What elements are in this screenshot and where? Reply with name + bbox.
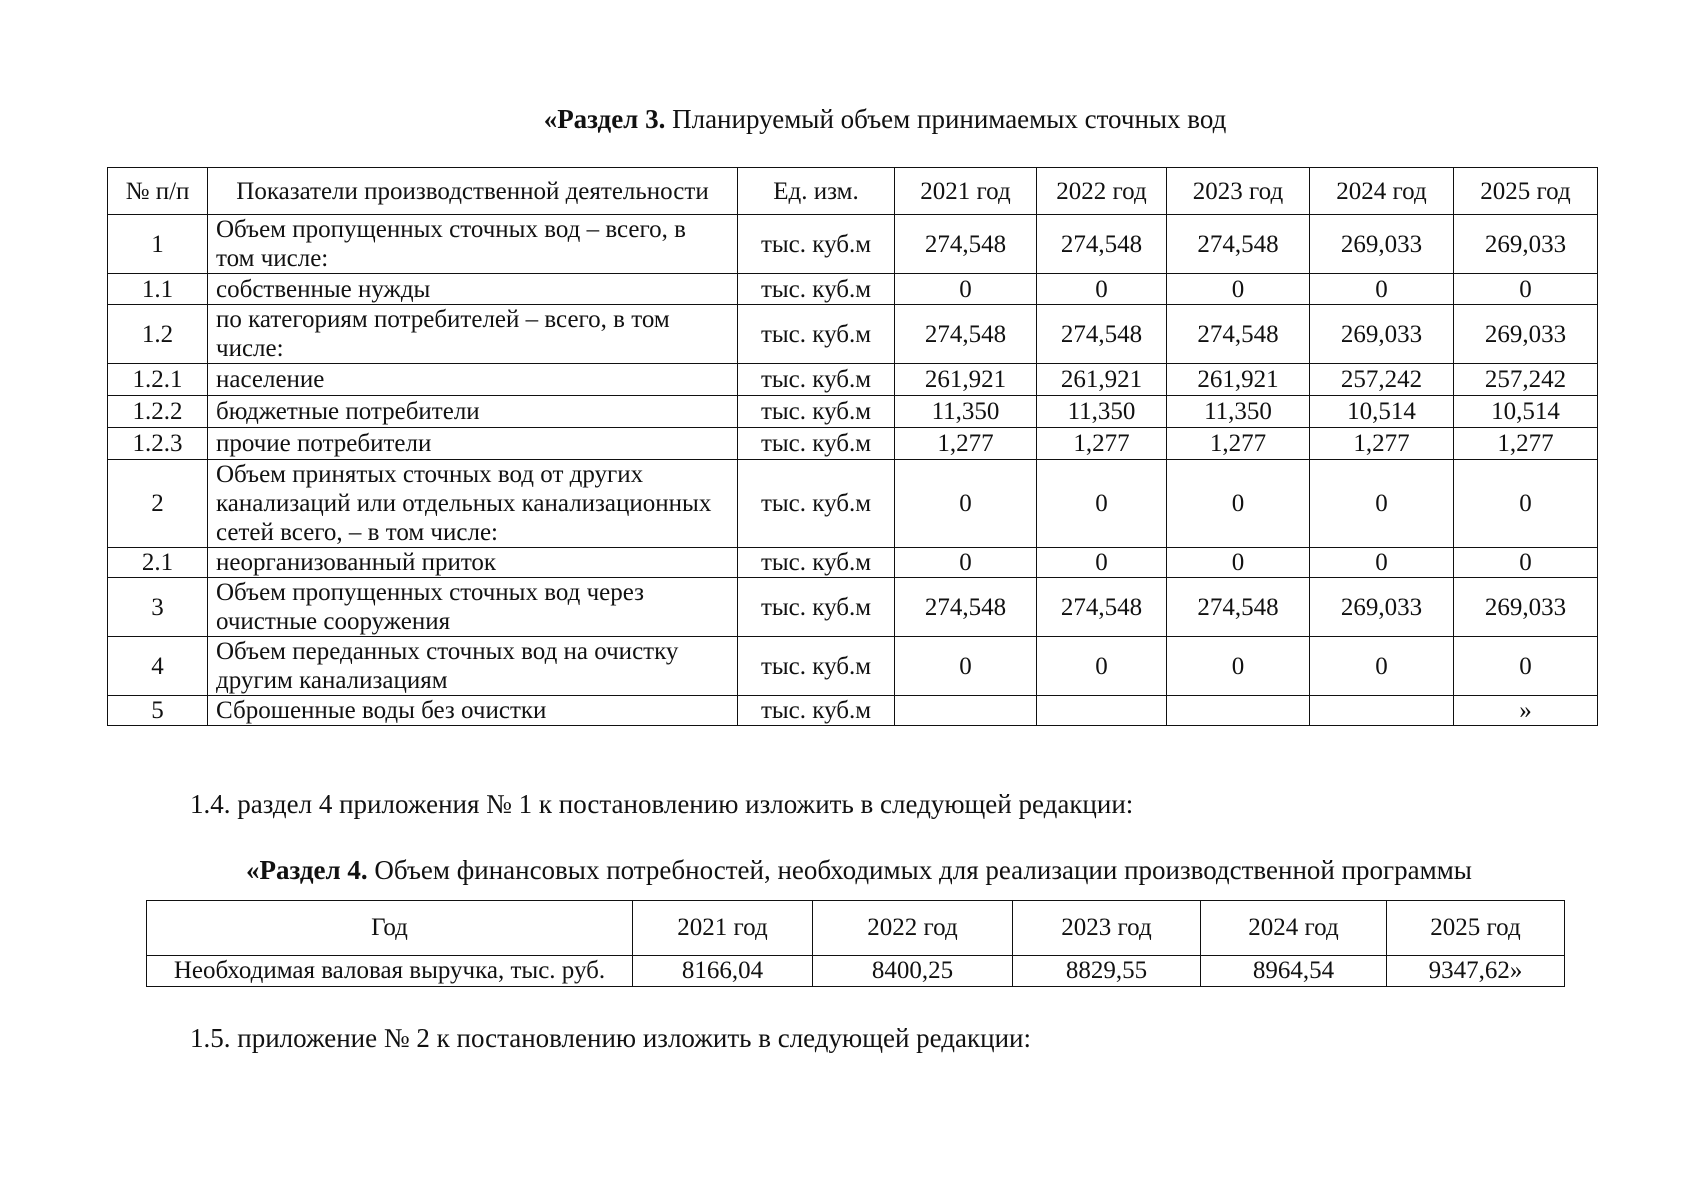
header-cell: Ед. изм. xyxy=(738,168,895,215)
value-cell: 11,350 xyxy=(895,396,1037,428)
value-cell: 274,548 xyxy=(895,578,1037,637)
header-cell: 2022 год xyxy=(1037,168,1167,215)
header-cell: Год xyxy=(147,901,633,956)
table-row xyxy=(147,956,1565,987)
indicator-name: неорганизованный приток xyxy=(208,548,738,578)
indicator-name: прочие потребители xyxy=(208,428,738,460)
value-cell: 1,277 xyxy=(1037,428,1167,460)
header-cell: 2024 год xyxy=(1201,901,1387,956)
table-row xyxy=(108,428,1598,460)
value-cell: 0 xyxy=(1037,274,1167,305)
row-number: 2.1 xyxy=(108,548,208,578)
row-number: 1 xyxy=(108,215,208,274)
value-cell: 0 xyxy=(1167,274,1310,305)
table-row xyxy=(108,460,1598,548)
value-cell: 274,548 xyxy=(895,305,1037,364)
section4-title-text: Объем финансовых потребностей, необходимых для реализации производственной программы xyxy=(367,855,1472,885)
value-cell: 11,350 xyxy=(1037,396,1167,428)
row-number: 1.1 xyxy=(108,274,208,305)
value-cell: 0 xyxy=(1037,548,1167,578)
value-cell: 257,242 xyxy=(1310,364,1454,396)
value-cell: 274,548 xyxy=(1037,578,1167,637)
value-cell: 274,548 xyxy=(1037,215,1167,274)
unit-cell: тыс. куб.м xyxy=(738,578,895,637)
row-number: 2 xyxy=(108,460,208,548)
header-cell: 2025 год xyxy=(1387,901,1565,956)
header-cell: № п/п xyxy=(108,168,208,215)
unit-cell: тыс. куб.м xyxy=(738,428,895,460)
header-cell: 2023 год xyxy=(1167,168,1310,215)
table-row xyxy=(108,578,1598,637)
header-cell: 2021 год xyxy=(633,901,813,956)
value-cell: 269,033 xyxy=(1454,215,1598,274)
value-cell: 1,277 xyxy=(895,428,1037,460)
indicator-name: население xyxy=(208,364,738,396)
table-row xyxy=(108,637,1598,696)
value-cell: 0 xyxy=(1454,274,1598,305)
value-cell: 10,514 xyxy=(1454,396,1598,428)
value-cell: 0 xyxy=(1310,274,1454,305)
value-cell: 1,277 xyxy=(1310,428,1454,460)
value-cell: 8166,04 xyxy=(633,956,813,987)
section3-table xyxy=(107,167,1598,726)
value-cell: 0 xyxy=(1037,637,1167,696)
table-row xyxy=(108,396,1598,428)
section3-title-text: Планируемый объем принимаемых сточных вод xyxy=(665,104,1227,134)
value-cell: 0 xyxy=(1310,460,1454,548)
section3-title-bold: «Раздел 3. xyxy=(543,104,666,134)
row-label: Необходимая валовая выручка, тыс. руб. xyxy=(147,956,633,987)
table-row xyxy=(108,305,1598,364)
table-row xyxy=(108,274,1598,305)
value-cell: 274,548 xyxy=(1167,215,1310,274)
value-cell: 261,921 xyxy=(1167,364,1310,396)
value-cell: 261,921 xyxy=(1037,364,1167,396)
value-cell: 274,548 xyxy=(1037,305,1167,364)
indicator-name: по категориям потребителей – всего, в том числе: xyxy=(208,305,738,364)
value-cell: 10,514 xyxy=(1310,396,1454,428)
table-row xyxy=(108,696,1598,726)
header-cell: Показатели производственной деятельности xyxy=(208,168,738,215)
value-cell: 11,350 xyxy=(1167,396,1310,428)
value-cell: 1,277 xyxy=(1167,428,1310,460)
value-cell: 0 xyxy=(1167,548,1310,578)
indicator-name: Сброшенные воды без очистки xyxy=(208,696,738,726)
section4-title xyxy=(246,854,1472,886)
value-cell: 0 xyxy=(1167,460,1310,548)
value-cell: » xyxy=(1454,696,1598,726)
header-cell: 2024 год xyxy=(1310,168,1454,215)
value-cell: 1,277 xyxy=(1454,428,1598,460)
value-cell: 8829,55 xyxy=(1013,956,1201,987)
value-cell: 0 xyxy=(895,274,1037,305)
value-cell: 0 xyxy=(1037,460,1167,548)
value-cell: 0 xyxy=(895,460,1037,548)
unit-cell: тыс. куб.м xyxy=(738,548,895,578)
unit-cell: тыс. куб.м xyxy=(738,274,895,305)
unit-cell: тыс. куб.м xyxy=(738,396,895,428)
value-cell: 8400,25 xyxy=(813,956,1013,987)
row-number: 3 xyxy=(108,578,208,637)
paragraph-1-5: 1.5. приложение № 2 к постановлению изложить в следующей редакции: xyxy=(190,1023,1031,1053)
indicator-name: Объем переданных сточных вод на очистку другим канализациям xyxy=(208,637,738,696)
row-number: 4 xyxy=(108,637,208,696)
header-cell: 2025 год xyxy=(1454,168,1598,215)
value-cell xyxy=(1037,696,1167,726)
header-cell: 2023 год xyxy=(1013,901,1201,956)
unit-cell: тыс. куб.м xyxy=(738,637,895,696)
value-cell: 269,033 xyxy=(1310,578,1454,637)
indicator-name: Объем принятых сточных вод от других канализаций или отдельных канализационных сетей всего, – в том числе: xyxy=(208,460,738,548)
section4-title-bold: «Раздел 4. xyxy=(246,855,368,885)
value-cell: 269,033 xyxy=(1454,305,1598,364)
value-cell: 9347,62» xyxy=(1387,956,1565,987)
value-cell: 0 xyxy=(1454,637,1598,696)
table-row xyxy=(108,364,1598,396)
value-cell: 274,548 xyxy=(895,215,1037,274)
row-number: 1.2.1 xyxy=(108,364,208,396)
indicator-name: Объем пропущенных сточных вод через очистные сооружения xyxy=(208,578,738,637)
value-cell: 274,548 xyxy=(1167,305,1310,364)
unit-cell: тыс. куб.м xyxy=(738,305,895,364)
row-number: 1.2.3 xyxy=(108,428,208,460)
unit-cell: тыс. куб.м xyxy=(738,215,895,274)
value-cell: 8964,54 xyxy=(1201,956,1387,987)
value-cell: 0 xyxy=(1454,548,1598,578)
indicator-name: бюджетные потребители xyxy=(208,396,738,428)
header-cell: 2022 год xyxy=(813,901,1013,956)
paragraph-1-4: 1.4. раздел 4 приложения № 1 к постановлению изложить в следующей редакции: xyxy=(190,789,1134,819)
table-row xyxy=(108,548,1598,578)
header-cell: 2021 год xyxy=(895,168,1037,215)
value-cell: 0 xyxy=(1167,637,1310,696)
value-cell: 0 xyxy=(895,637,1037,696)
row-number: 5 xyxy=(108,696,208,726)
indicator-name: собственные нужды xyxy=(208,274,738,305)
row-number: 1.2.2 xyxy=(108,396,208,428)
unit-cell: тыс. куб.м xyxy=(738,460,895,548)
section3-header-row xyxy=(108,168,1598,215)
section4-table xyxy=(146,900,1565,987)
value-cell xyxy=(895,696,1037,726)
unit-cell: тыс. куб.м xyxy=(738,364,895,396)
indicator-name: Объем пропущенных сточных вод – всего, в том числе: xyxy=(208,215,738,274)
value-cell: 269,033 xyxy=(1310,215,1454,274)
section4-header-row xyxy=(147,901,1565,956)
value-cell: 0 xyxy=(1454,460,1598,548)
table-row xyxy=(108,215,1598,274)
value-cell: 0 xyxy=(1310,548,1454,578)
value-cell: 0 xyxy=(895,548,1037,578)
value-cell xyxy=(1167,696,1310,726)
section3-title xyxy=(0,103,1702,135)
value-cell xyxy=(1310,696,1454,726)
value-cell: 261,921 xyxy=(895,364,1037,396)
row-number: 1.2 xyxy=(108,305,208,364)
value-cell: 0 xyxy=(1310,637,1454,696)
value-cell: 269,033 xyxy=(1310,305,1454,364)
value-cell: 274,548 xyxy=(1167,578,1310,637)
unit-cell: тыс. куб.м xyxy=(738,696,895,726)
value-cell: 257,242 xyxy=(1454,364,1598,396)
value-cell: 269,033 xyxy=(1454,578,1598,637)
